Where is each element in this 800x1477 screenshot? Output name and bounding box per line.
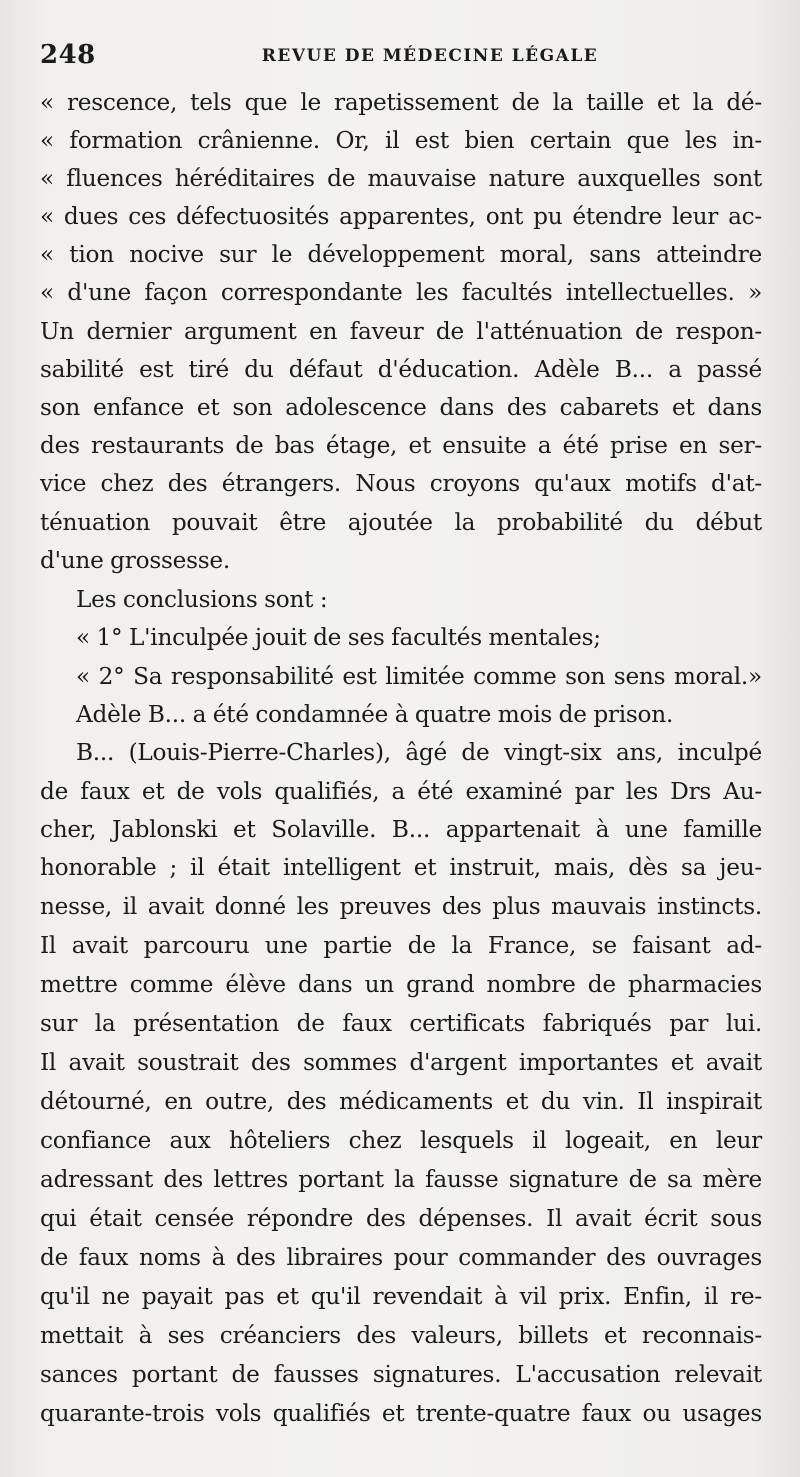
text-line: confiance aux hôteliers chez lesquels il logeait, en leur [40,1127,762,1154]
text-line: des restaurants de bas étage, et ensuite a été prise en ser- [40,432,762,459]
text-line: de faux et de vols qualifiés, a été examiné par les Drs Au- [40,778,762,805]
text-line: « 1° L'inculpée jouit de ses facultés mentales; [76,624,601,651]
text-line: « tion nocive sur le développement moral, sans atteindre [40,241,762,268]
text-line: B... (Louis-Pierre-Charles), âgé de vingt-six ans, inculpé [76,739,762,766]
text-line: Un dernier argument en faveur de l'atténuation de respon- [40,318,762,345]
text-line: « dues ces défectuosités apparentes, ont pu étendre leur ac- [40,203,762,230]
text-line: « 2° Sa responsabilité est limitée comme son sens moral.» [76,663,762,690]
text-line: « formation crânienne. Or, il est bien certain que les in- [40,127,762,154]
text-line: son enfance et son adolescence dans des cabarets et dans [40,394,762,421]
text-line: sances portant de fausses signatures. L'accusation relevait [40,1361,762,1388]
text-line: « rescence, tels que le rapetissement de la taille et la dé- [40,89,762,116]
text-line: vice chez des étrangers. Nous croyons qu'aux motifs d'at- [40,470,762,497]
text-line: d'une grossesse. [40,547,230,574]
text-line: détourné, en outre, des médicaments et du vin. Il inspirait [40,1088,762,1115]
page-header [40,38,760,78]
text-line: Les conclusions sont : [76,586,328,613]
running-title: REVUE DE MÉDECINE LÉGALE [261,46,599,66]
text-line: ténuation pouvait être ajoutée la probabilité du début [40,509,762,536]
text-line: mettait à ses créanciers des valeurs, billets et reconnais- [40,1322,762,1349]
page-number: 248 [40,40,96,70]
text-line: qui était censée répondre des dépenses. Il avait écrit sous [40,1205,762,1232]
text-line: sur la présentation de faux certificats fabriqués par lui. [40,1010,762,1037]
text-line: nesse, il avait donné les preuves des plus mauvais instincts. [40,893,762,920]
text-line: cher, Jablonski et Solaville. B... appartenait à une famille [40,816,762,843]
text-line: « d'une façon correspondante les facultés intellectuelles. » [40,279,762,306]
text-line: quarante-trois vols qualifiés et trente-quatre faux ou usages [40,1400,762,1427]
text-line: Il avait parcouru une partie de la France, se faisant ad- [40,932,762,959]
text-line: « fluences héréditaires de mauvaise nature auxquelles sont [40,165,762,192]
text-line: qu'il ne payait pas et qu'il revendait à vil prix. Enfin, il re- [40,1283,762,1310]
text-line: sabilité est tiré du défaut d'éducation. Adèle B... a passé [40,356,762,383]
text-line: mettre comme élève dans un grand nombre de pharmacies [40,971,762,998]
text-line: Il avait soustrait des sommes d'argent importantes et avait [40,1049,762,1076]
text-line: honorable ; il était intelligent et instruit, mais, dès sa jeu- [40,854,762,881]
text-line: adressant des lettres portant la fausse signature de sa mère [40,1166,762,1193]
text-line: de faux noms à des libraires pour commander des ouvrages [40,1244,762,1271]
text-line: Adèle B... a été condamnée à quatre mois de prison. [76,701,674,728]
